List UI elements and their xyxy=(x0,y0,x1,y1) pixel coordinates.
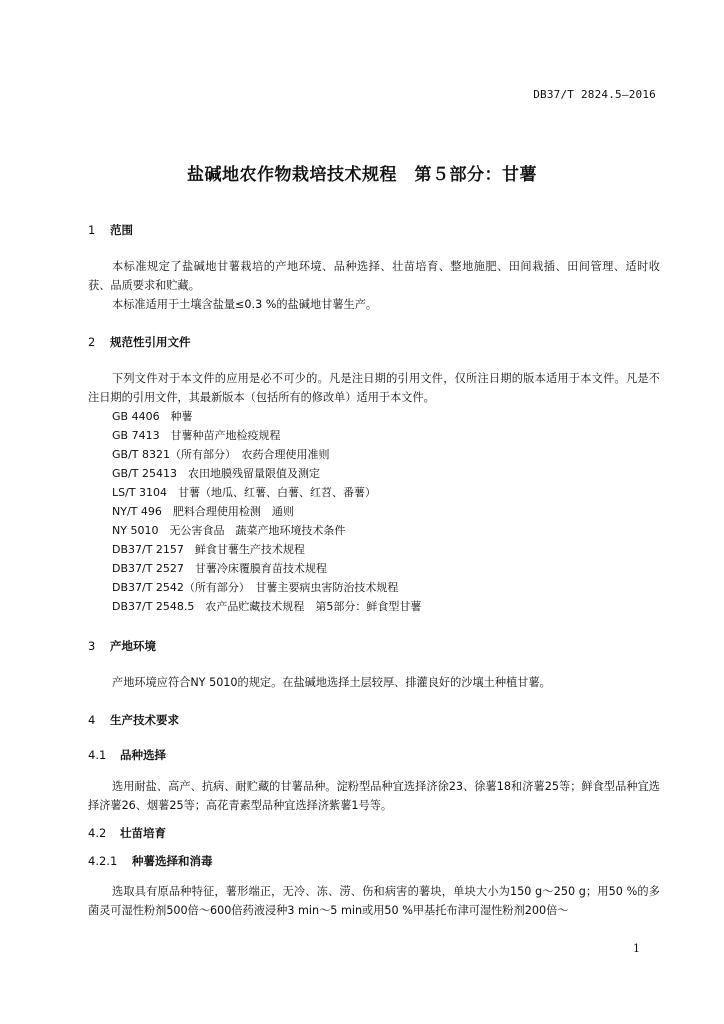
section-number: 1 xyxy=(88,223,96,237)
section-4-heading xyxy=(88,712,179,728)
reference-item: GB/T 8321（所有部分） 农药合理使用准则 xyxy=(112,448,330,461)
reference-item: GB 7413 甘薯种苗产地检疫规程 xyxy=(112,429,281,442)
section-number: 2 xyxy=(88,335,96,349)
reference-item: DB37/T 2542（所有部分） 甘薯主要病虫害防治技术规程 xyxy=(112,581,399,594)
section-number: 4.1 xyxy=(88,748,107,762)
reference-item: DB37/T 2527 甘薯冷床覆膜育苗技术规程 xyxy=(112,562,327,575)
section-1-heading xyxy=(88,222,133,238)
section-4-2-1-heading xyxy=(88,853,213,869)
section-number: 4 xyxy=(88,713,96,727)
section-title: 壮苗培育 xyxy=(120,826,167,840)
reference-item: DB37/T 2157 鲜食甘薯生产技术规程 xyxy=(112,543,305,556)
section-title: 种薯选择和消毒 xyxy=(132,854,213,868)
section-4-2-heading xyxy=(88,825,166,841)
document-title: 盐碱地农作物栽培技术规程 第５部分：甘薯 xyxy=(187,165,537,185)
document-number: DB37/T 2824.5—2016 xyxy=(533,88,656,101)
section-4-2-1-paragraph-1: 选取具有原品种特征，薯形端正，无冷、冻、涝、伤和病害的薯块，单块大小为150 g～250 g；用50 %的多菌灵可湿性粉剂500倍～600倍药液浸种3 min～5 min或用50 %甲基托布津可湿性粉剂200倍～ xyxy=(88,885,660,917)
reference-item: GB 4406 种薯 xyxy=(112,410,193,423)
section-title: 规范性引用文件 xyxy=(110,335,191,349)
section-2-paragraph-1: 下列文件对于本文件的应用是必不可少的。凡是注日期的引用文件，仅所注日期的版本适用于本文件。凡是不注日期的引用文件，其最新版本（包括所有的修改单）适用于本文件。 xyxy=(88,372,660,404)
section-title: 生产技术要求 xyxy=(110,713,180,727)
section-1-paragraph-1: 本标准规定了盐碱地甘薯栽培的产地环境、品种选择、壮苗培育、整地施肥、田间栽插、田间管理、适时收获、品质要求和贮藏。 xyxy=(88,260,660,292)
section-title: 产地环境 xyxy=(110,639,157,653)
reference-item: DB37/T 2548.5 农产品贮藏技术规程 第5部分：鲜食型甘薯 xyxy=(112,600,422,613)
section-3-heading xyxy=(88,638,156,654)
section-1-paragraph-2: 本标准适用于土壤含盐量≤0.3 %的盐碱地甘薯生产。 xyxy=(112,298,378,311)
section-number: 3 xyxy=(88,639,96,653)
section-number: 4.2 xyxy=(88,826,107,840)
reference-item: GB/T 25413 农田地膜残留量限值及测定 xyxy=(112,467,320,480)
section-3-paragraph-1: 产地环境应符合NY 5010的规定。在盐碱地选择土层较厚、排灌良好的沙壤土种植甘薯。 xyxy=(112,676,551,689)
section-4-1-paragraph-1: 选用耐盐、高产、抗病、耐贮藏的甘薯品种。淀粉型品种宜选择济徐23、徐薯18和济薯25等；鲜食型品种宜选择济薯26、烟薯25等；高花青素型品种宜选择济紫薯1号等。 xyxy=(88,780,660,812)
section-2-heading xyxy=(88,334,191,350)
section-title: 范围 xyxy=(110,223,134,237)
reference-item: LS/T 3104 甘薯（地瓜、红薯、白薯、红苕、番薯） xyxy=(112,486,377,499)
reference-item: NY/T 496 肥料合理使用检测 通则 xyxy=(112,505,294,518)
normative-reference-list xyxy=(112,407,421,616)
section-title: 品种选择 xyxy=(120,748,167,762)
section-4-1-heading xyxy=(88,747,166,763)
reference-item: NY 5010 无公害食品 蔬菜产地环境技术条件 xyxy=(112,524,346,537)
page-number: 1 xyxy=(633,942,640,955)
section-number: 4.2.1 xyxy=(88,854,118,868)
